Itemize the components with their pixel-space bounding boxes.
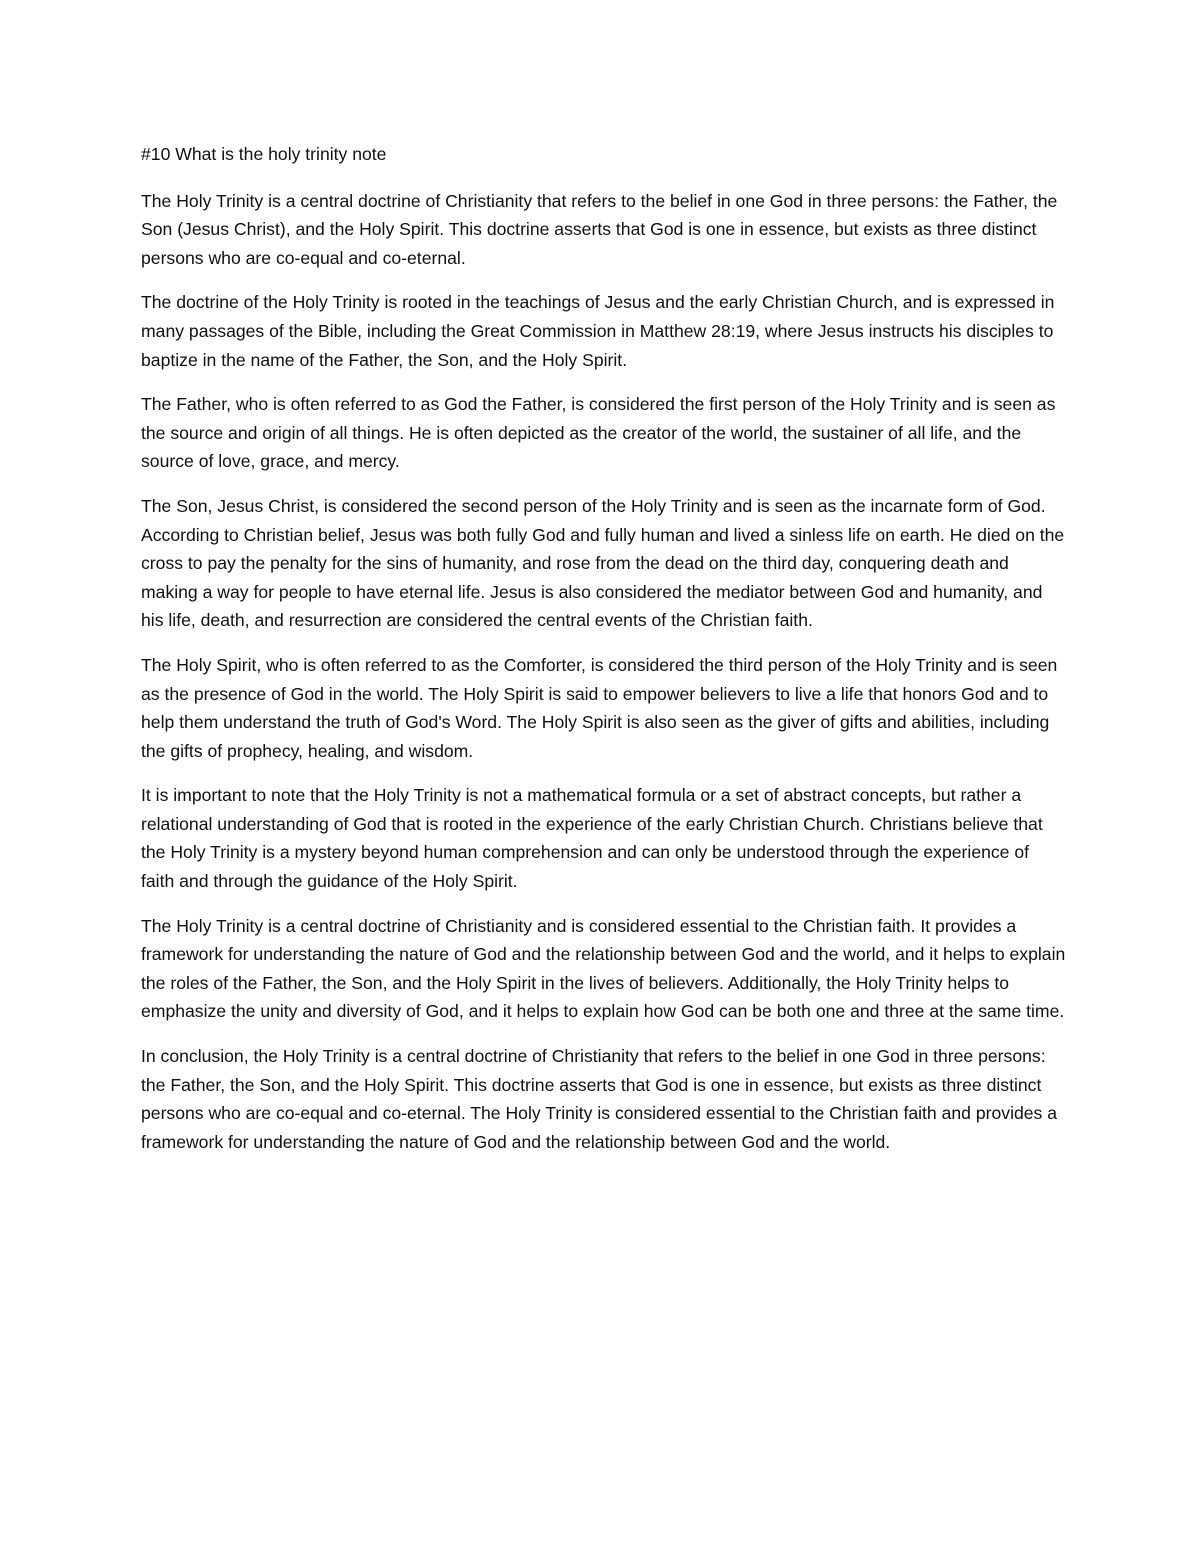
paragraph-essential-doctrine: The Holy Trinity is a central doctrine of Christianity and is considered essential to the Christian faith. It provides a framework for understanding the nature of God and the relationship between God and the world, and it helps to explain the roles of the Father, the Son, and the Holy Spirit in the lives of believers. Additionally, the Holy Trinity helps to emphasize the unity and diversity of God, and it helps to explain how God can be both one and three at the same time.: [141, 915, 1066, 1022]
paragraph-conclusion: In conclusion, the Holy Trinity is a central doctrine of Christianity that refers to the belief in one God in three persons: the Father, the Son, and the Holy Spirit. This doctrine asserts that God is one in essence, but exists as three distinct persons who are co-equal and co-eternal. The Holy Trinity is considered essential to the Christian faith and provides a framework for understanding the nature of God and the relationship between God and the world.: [141, 1046, 1058, 1152]
paragraph-holy-spirit: The Holy Spirit, who is often referred to as the Comforter, is considered the third person of the Holy Trinity and is seen as the presence of God in the world. The Holy Spirit is said to empower believers to live a life that honors God and to help them understand the truth of God's Word. The Holy Spirit is also seen as the giver of gifts and abilities, including the gifts of prophecy, healing, and wisdom.: [141, 654, 1058, 761]
paragraph-important-note: It is important to note that the Holy Trinity is not a mathematical formula or a set of abstract concepts, but rather a relational understanding of God that is rooted in the experience of the early Christian Church. Christians believe that the Holy Trinity is a mystery beyond human comprehension and can only be understood through the experience of faith and through the guidance of the Holy Spirit.: [141, 785, 1043, 892]
document-body: [141, 140, 1066, 1172]
paragraph-intro: The Holy Trinity is a central doctrine of Christianity that refers to the belief in one God in three persons: the Father, the Son (Jesus Christ), and the Holy Spirit. This doctrine asserts that God is one in essence, but exists as three distinct persons who are co-equal and co-eternal.: [141, 190, 1058, 268]
paragraph-father: The Father, who is often referred to as God the Father, is considered the first person of the Holy Trinity and is seen as the source and origin of all things. He is often depicted as the creator of the world, the sustainer of all life, and the source of love, grace, and mercy.: [141, 394, 1056, 472]
paragraph-son: The Son, Jesus Christ, is considered the second person of the Holy Trinity and is seen as the incarnate form of God. According to Christian belief, Jesus was both fully God and fully human and lived a sinless life on earth. He died on the cross to pay the penalty for the sins of humanity, and rose from the dead on the third day, conquering death and making a way for people to have eternal life. Jesus is also considered the mediator between God and humanity, and his life, death, and resurrection are considered the central events of the Christian faith.: [141, 495, 1065, 631]
document-title: #10 What is the holy trinity note: [141, 144, 387, 164]
paragraph-doctrine-roots: The doctrine of the Holy Trinity is rooted in the teachings of Jesus and the early Christian Church, and is expressed in many passages of the Bible, including the Great Commission in Matthew 28:19, where Jesus instructs his disciples to baptize in the name of the Father, the Son, and the Holy Spirit.: [141, 292, 1055, 370]
